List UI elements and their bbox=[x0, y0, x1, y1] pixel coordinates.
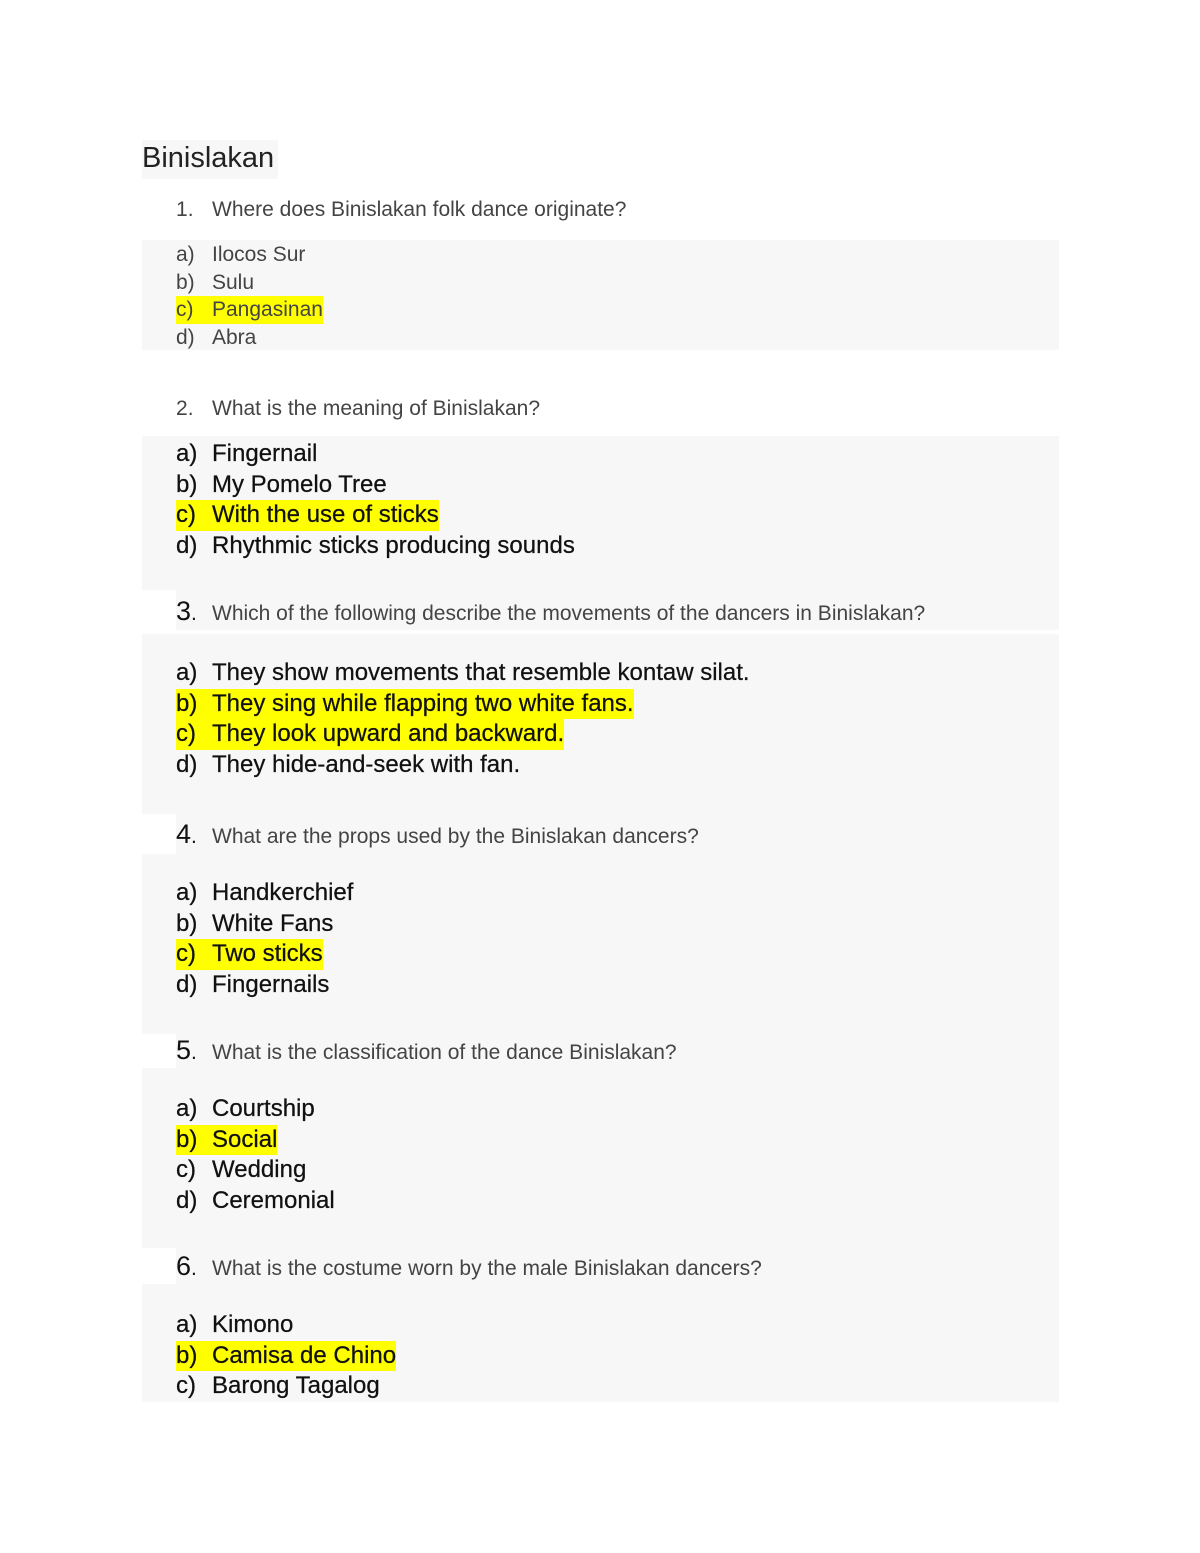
option-letter: a) bbox=[176, 879, 198, 906]
option-text: They sing while flapping two white fans. bbox=[212, 689, 634, 717]
question-number: 4. bbox=[176, 819, 197, 849]
option bbox=[176, 878, 353, 909]
options-list bbox=[176, 658, 750, 780]
option-text: They look upward and backward. bbox=[212, 720, 565, 747]
option-letter: a) bbox=[176, 1095, 198, 1122]
option-answer bbox=[176, 296, 323, 324]
option bbox=[176, 658, 750, 689]
option-letter: c) bbox=[176, 940, 196, 967]
option-text: Abra bbox=[212, 325, 257, 349]
option-letter: a) bbox=[176, 1311, 198, 1338]
option-letter: d) bbox=[176, 531, 198, 559]
option-answer bbox=[176, 500, 575, 531]
question-text: What is the classification of the dance Binislakan? bbox=[212, 1041, 677, 1064]
option-text: Pangasinan bbox=[212, 298, 323, 321]
question-1 bbox=[176, 198, 626, 222]
options-list bbox=[176, 878, 353, 1000]
question-4 bbox=[176, 819, 699, 849]
option-text: Kimono bbox=[212, 1311, 294, 1338]
option-letter: b) bbox=[176, 689, 198, 717]
option-letter: d) bbox=[176, 750, 198, 778]
option bbox=[176, 241, 323, 269]
shade-band bbox=[142, 1004, 1059, 1034]
option-letter: b) bbox=[176, 1125, 198, 1153]
question-6 bbox=[176, 1251, 762, 1281]
option-answer bbox=[176, 1125, 335, 1156]
question-number: 5. bbox=[176, 1035, 197, 1065]
question-text: What are the props used by the Binislakan dancers? bbox=[212, 825, 699, 848]
option-text: They hide-and-seek with fan. bbox=[212, 750, 521, 778]
question-number: 2. bbox=[176, 397, 194, 420]
option bbox=[176, 750, 750, 781]
option-text: My Pomelo Tree bbox=[212, 470, 387, 498]
options-list bbox=[176, 1094, 335, 1216]
option bbox=[176, 1155, 335, 1186]
option-text: Courtship bbox=[212, 1095, 315, 1122]
option-letter: a) bbox=[176, 243, 195, 266]
option-text: They show movements that resemble kontaw silat. bbox=[212, 659, 750, 686]
option-letter: a) bbox=[176, 440, 198, 467]
question-number: 3. bbox=[176, 596, 197, 626]
option-text: Ilocos Sur bbox=[212, 243, 306, 266]
option-letter: b) bbox=[176, 270, 195, 294]
option-letter: d) bbox=[176, 325, 195, 349]
option bbox=[176, 1094, 335, 1125]
option-answer bbox=[176, 1341, 396, 1372]
option bbox=[176, 269, 323, 297]
question-text: Where does Binislakan folk dance originate? bbox=[212, 198, 627, 221]
option-answer bbox=[176, 719, 750, 750]
option-text: Wedding bbox=[212, 1156, 307, 1183]
option bbox=[176, 1310, 396, 1341]
shade-band bbox=[142, 1216, 1059, 1248]
question-text: Which of the following describe the movements of the dancers in Binislakan? bbox=[212, 602, 926, 625]
option-letter: c) bbox=[176, 1156, 196, 1183]
shade-band bbox=[142, 562, 1059, 590]
option-letter: c) bbox=[176, 720, 196, 747]
option-text: Barong Tagalog bbox=[212, 1372, 380, 1399]
option-text: Rhythmic sticks producing sounds bbox=[212, 531, 575, 559]
shade-band bbox=[142, 782, 1059, 814]
option-text: White Fans bbox=[212, 909, 334, 937]
question-number: 6. bbox=[176, 1251, 197, 1281]
option-text: Camisa de Chino bbox=[212, 1341, 397, 1369]
question-text: What is the meaning of Binislakan? bbox=[212, 397, 541, 420]
option-letter: d) bbox=[176, 970, 198, 998]
option-text: Social bbox=[212, 1125, 278, 1153]
question-3 bbox=[176, 596, 926, 626]
options-list bbox=[176, 241, 323, 351]
option-letter: c) bbox=[176, 501, 196, 528]
options-list bbox=[176, 439, 575, 561]
option bbox=[176, 324, 323, 352]
option bbox=[176, 439, 575, 470]
option-text: Sulu bbox=[212, 270, 255, 294]
question-number: 1. bbox=[176, 198, 194, 221]
option-letter: b) bbox=[176, 470, 198, 498]
option bbox=[176, 1371, 396, 1402]
option-text: Two sticks bbox=[212, 940, 323, 967]
option bbox=[176, 531, 575, 562]
question-5 bbox=[176, 1035, 677, 1065]
option-text: Fingernails bbox=[212, 970, 330, 998]
option-letter: c) bbox=[176, 1372, 196, 1399]
option bbox=[176, 909, 353, 940]
document-title: Binislakan bbox=[142, 140, 278, 179]
option-text: Fingernail bbox=[212, 440, 318, 467]
option-answer bbox=[176, 939, 353, 970]
option-text: With the use of sticks bbox=[212, 501, 439, 528]
options-list bbox=[176, 1310, 396, 1402]
option-letter: c) bbox=[176, 298, 194, 321]
option-text: Ceremonial bbox=[212, 1186, 335, 1214]
option-letter: a) bbox=[176, 659, 198, 686]
question-text: What is the costume worn by the male Binislakan dancers? bbox=[212, 1257, 762, 1280]
option-text: Handkerchief bbox=[212, 879, 354, 906]
option bbox=[176, 470, 575, 501]
option bbox=[176, 970, 353, 1001]
option-letter: d) bbox=[176, 1186, 198, 1214]
option-letter: b) bbox=[176, 909, 198, 937]
option-letter: b) bbox=[176, 1341, 198, 1369]
question-2 bbox=[176, 397, 540, 421]
option bbox=[176, 1186, 335, 1217]
option-answer bbox=[176, 689, 750, 720]
